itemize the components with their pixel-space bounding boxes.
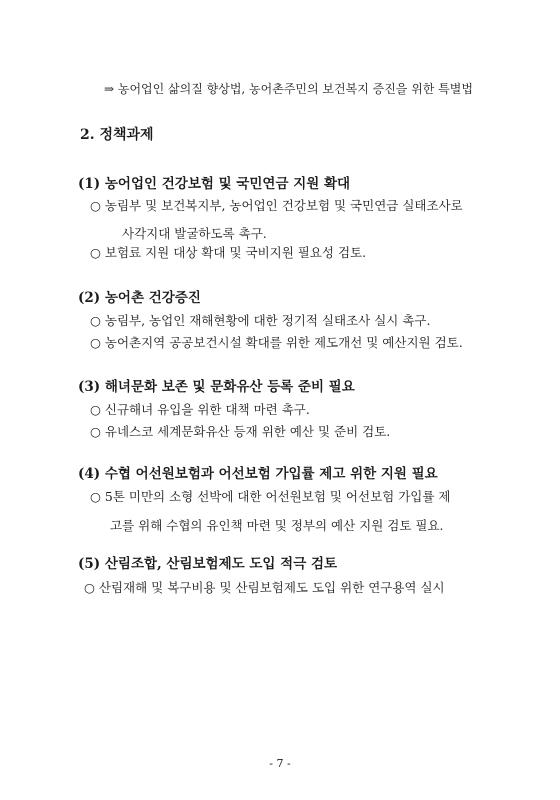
subsection-title-2: (2) 농어촌 건강증진 — [78, 290, 201, 306]
page-number: - 7 - — [269, 757, 291, 770]
list-item: ○ 농림부 및 보건복지부, 농어업인 건강보험 및 국민연금 실태조사로 — [90, 198, 463, 213]
list-item: ○ 유네스코 세계문화유산 등재 위한 예산 및 준비 검토. — [90, 424, 391, 439]
list-item: ○ 신규해녀 유입을 위한 대책 마련 촉구. — [90, 402, 310, 417]
list-item: ○ 산림재해 및 복구비용 및 산림보험제도 도입 위한 연구용역 실시 — [84, 580, 445, 595]
list-item: ○ 5톤 미만의 소형 선박에 대한 어선원보험 및 어선보험 가입률 제 — [90, 489, 451, 504]
list-item: ○ 농림부, 농업인 재해현황에 대한 정기적 실태조사 실시 촉구. — [90, 313, 431, 328]
list-item: ○ 농어촌지역 공공보건시설 확대를 위한 제도개선 및 예산지원 검토. — [90, 335, 463, 350]
list-item-continuation: 사각지대 발굴하도록 촉구. — [122, 226, 267, 241]
subsection-title-5: (5) 산림조합, 산림보험제도 도입 적극 검토 — [78, 556, 338, 572]
subsection-title-3: (3) 해녀문화 보존 및 문화유산 등록 준비 필요 — [78, 379, 355, 395]
list-item: ○ 보험료 지원 대상 확대 및 국비지원 필요성 검토. — [90, 245, 367, 260]
list-item-continuation: 고를 위해 수협의 유인책 마련 및 정부의 예산 지원 검토 필요. — [110, 518, 444, 533]
intro-line: ⇒ 농어업인 삶의질 향상법, 농어촌주민의 보건복지 증진을 위한 특별법 — [104, 82, 473, 96]
subsection-title-4: (4) 수협 어선원보험과 어선보험 가입률 제고 위한 지원 필요 — [78, 466, 438, 482]
section-title: 2. 정책과제 — [80, 127, 154, 143]
subsection-title-1: (1) 농어업인 건강보험 및 국민연금 지원 확대 — [78, 176, 351, 192]
